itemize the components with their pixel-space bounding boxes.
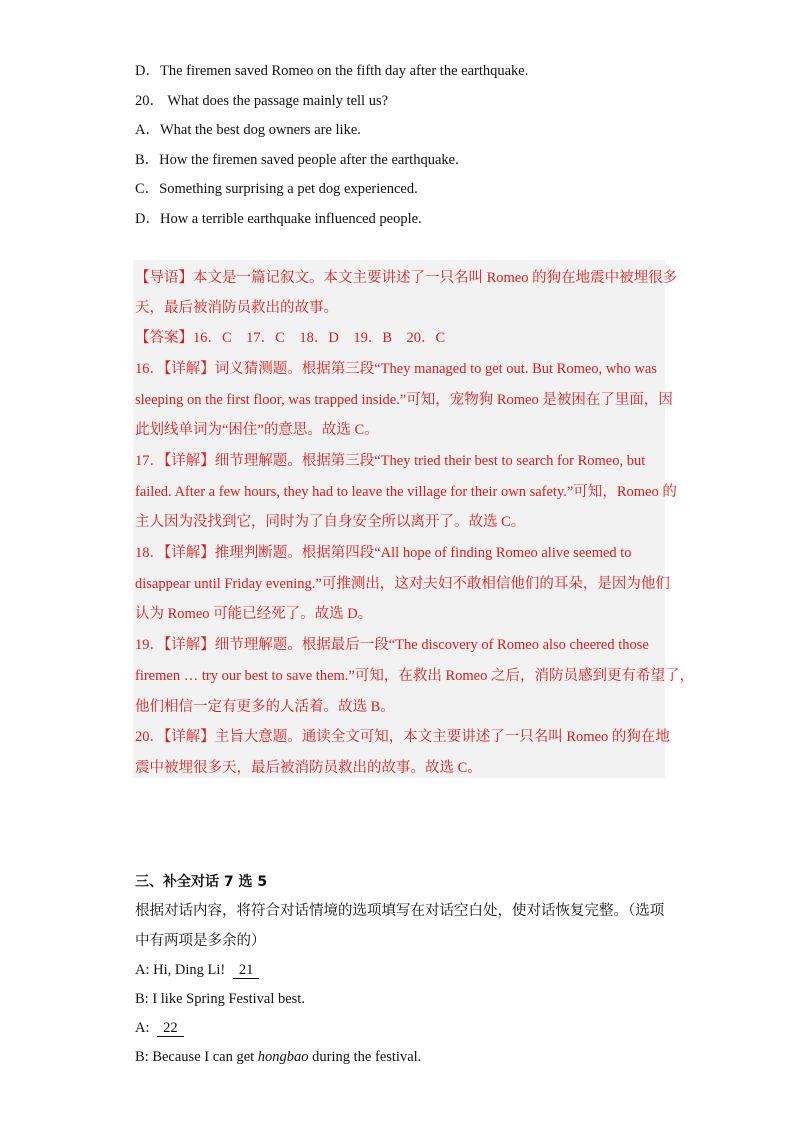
dialogue-text: during the festival. bbox=[312, 1049, 422, 1065]
analysis-line: 主人因为没找到它，同时为了自身安全所以离开了。故选 C。 bbox=[135, 514, 526, 530]
dialogue-text: A: Hi, Ding Li! bbox=[135, 962, 226, 978]
dialogue-text: A: bbox=[135, 1020, 150, 1036]
analysis-line: 认为 Romeo 可能已经死了。故选 D。 bbox=[135, 606, 373, 622]
analysis-line: 18．【详解】推理判断题。根据第四段“All hope of finding Romeo alive seemed to bbox=[135, 545, 632, 561]
analysis-line: firemen … try our best to save them.”可知，在救出 Romeo 之后，消防员感到更有希望了， bbox=[135, 668, 694, 684]
question-20-option-a: A．What the best dog owners are like. bbox=[135, 122, 361, 138]
analysis-line: failed. After a few hours, they had to leave the village for their own safety.”可知，Romeo 的 bbox=[135, 484, 677, 500]
question-19-option-d: D．The firemen saved Romeo on the fifth day after the earthquake. bbox=[135, 63, 529, 79]
answer-key-line: 【答案】16．C 17．C 18．D 19．B 20．C bbox=[135, 330, 446, 346]
question-20-stem: 20． What does the passage mainly tell us? bbox=[135, 93, 389, 109]
dialogue-line: B: I like Spring Festival best. bbox=[135, 991, 305, 1007]
analysis-line: disappear until Friday evening.”可推测出，这对夫妇不敢相信他们的耳朵，是因为他们 bbox=[135, 576, 670, 592]
blank-22[interactable]: 22 bbox=[157, 1020, 184, 1037]
analysis-line: 天，最后被消防员救出的故事。 bbox=[135, 300, 338, 316]
section-3-instruction: 中有两项是多余的） bbox=[135, 933, 266, 949]
blank-21[interactable]: 21 bbox=[233, 962, 260, 979]
analysis-line: 19．【详解】细节理解题。根据最后一段“The discovery of Romeo also cheered those bbox=[135, 637, 649, 653]
dialogue-line bbox=[135, 1018, 184, 1038]
dialogue-line bbox=[135, 960, 259, 980]
section-3-heading: 三、补全对话 7 选 5 bbox=[135, 874, 268, 890]
section-3-instruction: 根据对话内容，将符合对话情境的选项填写在对话空白处，使对话恢复完整。（选项 bbox=[135, 903, 665, 919]
question-20-option-b: B．How the firemen saved people after the earthquake. bbox=[135, 152, 459, 168]
analysis-line: 16．【详解】词义猜测题。根据第三段“They managed to get out. But Romeo, who was bbox=[135, 361, 657, 377]
analysis-line: 此划线单词为“困住”的意思。故选 C。 bbox=[135, 422, 379, 438]
analysis-line: 20．【详解】主旨大意题。通读全文可知，本文主要讲述了一只名叫 Romeo 的狗在地 bbox=[135, 729, 670, 745]
question-20-option-d: D．How a terrible earthquake influenced people. bbox=[135, 211, 422, 227]
analysis-line: 他们相信一定有更多的人活着。故选 B。 bbox=[135, 699, 395, 715]
dialogue-italic-word: hongbao bbox=[257, 1049, 309, 1065]
question-20-option-c: C．Something surprising a pet dog experienced. bbox=[135, 181, 418, 197]
analysis-line: sleeping on the first floor, was trapped inside.”可知，宠物狗 Romeo 是被困在了里面，因 bbox=[135, 392, 673, 408]
dialogue-text: B: Because I can get bbox=[135, 1049, 255, 1065]
dialogue-line bbox=[135, 1047, 421, 1067]
analysis-line: 震中被埋很多天，最后被消防员救出的故事。故选 C。 bbox=[135, 760, 482, 776]
analysis-line: 【导语】本文是一篇记叙文。本文主要讲述了一只名叫 Romeo 的狗在地震中被埋很多 bbox=[135, 270, 678, 286]
analysis-line: 17．【详解】细节理解题。根据第三段“They tried their best to search for Romeo, but bbox=[135, 453, 646, 469]
